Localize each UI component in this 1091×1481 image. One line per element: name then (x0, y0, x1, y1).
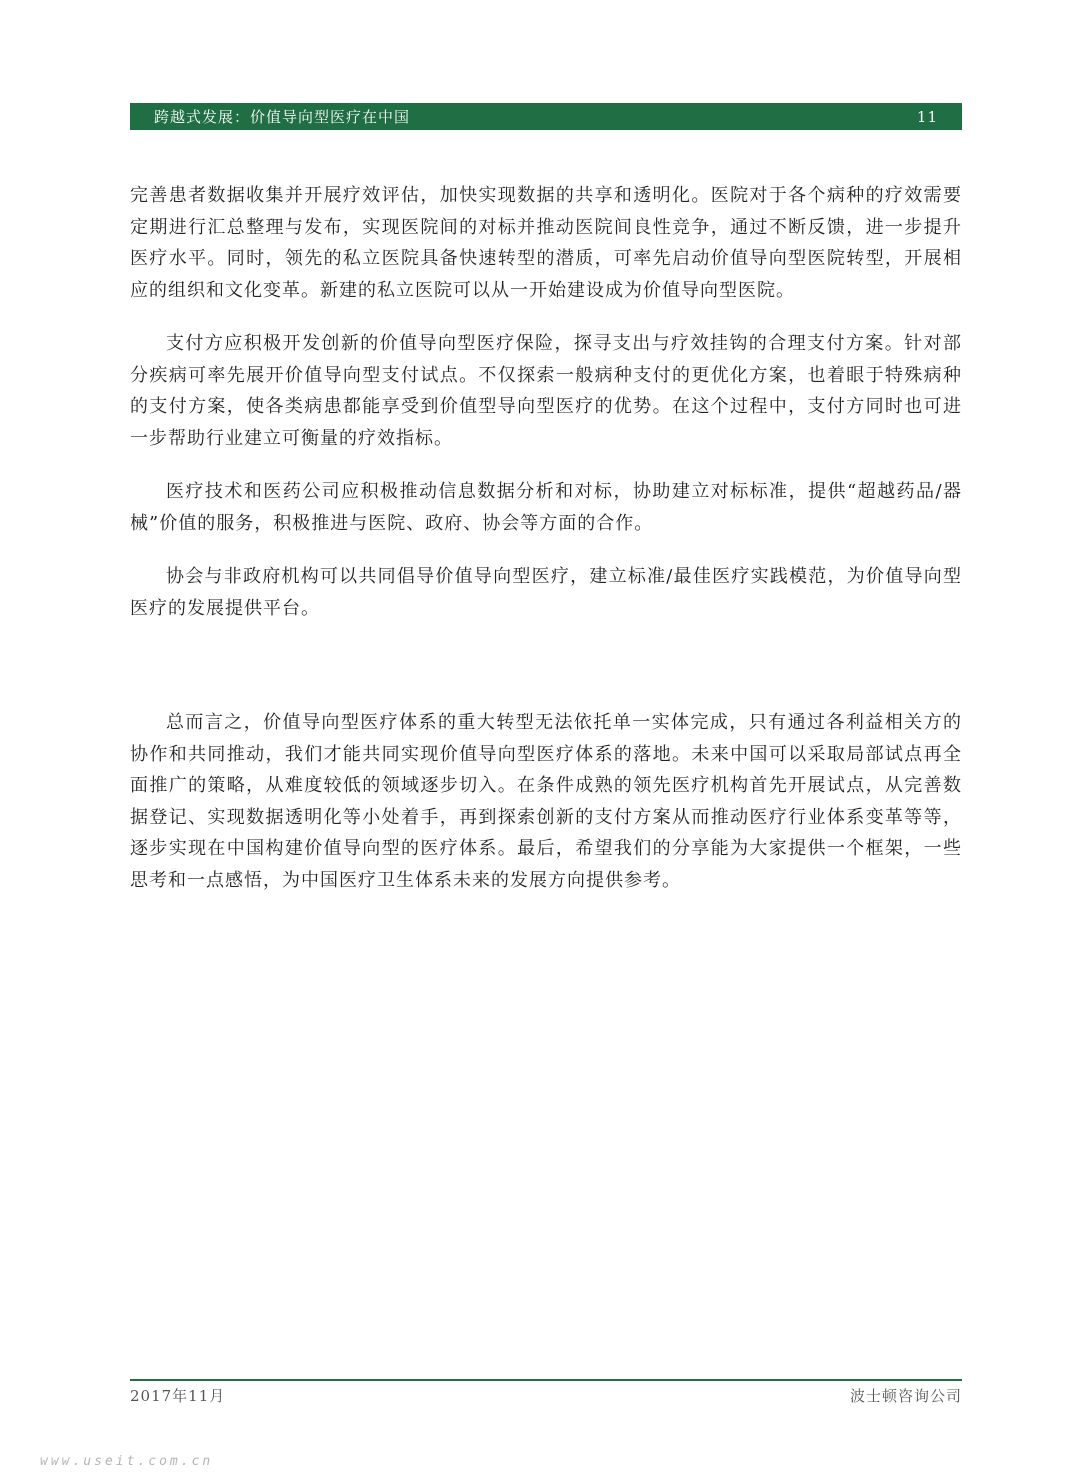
main-content (130, 180, 962, 896)
paragraph-medtech-pharma: 医疗技术和医药公司应积极推动信息数据分析和对标，协助建立对标标准，提供“超越药品/器械”价值的服务，积极推进与医院、政府、协会等方面的合作。 (130, 481, 962, 534)
header-bar (130, 103, 962, 130)
paragraph-conclusion: 总而言之，价值导向型医疗体系的重大转型无法依托单一实体完成，只有通过各利益相关方的协作和共同推动，我们才能共同实现价值导向型医疗体系的落地。未来中国可以采取局部试点再全面推广的策略，从难度较低的领域逐步切入。在条件成熟的领先医疗机构首先开展试点，从完善数据登记、实现数据透明化等小处着手，再到探索创新的支付方案从而推动医疗行业体系变革等等，逐步实现在中国构建价值导向型的医疗体系。最后，希望我们的分享能为大家提供一个框架，一些思考和一点感悟，为中国医疗卫生体系未来的发展方向提供参考。 (130, 712, 962, 891)
page-number: 11 (916, 107, 938, 126)
watermark: www.useit.com.cn (40, 1454, 214, 1469)
header-title: 跨越式发展：价值导向型医疗在中国 (154, 108, 411, 126)
footer (130, 1385, 962, 1406)
footer-company: 波士顿咨询公司 (849, 1387, 962, 1405)
footer-date: 2017年11月 (130, 1387, 226, 1405)
paragraph-associations: 协会与非政府机构可以共同倡导价值导向型医疗，建立标准/最佳医疗实践模范，为价值导向型医疗的发展提供平台。 (130, 566, 962, 619)
footer-divider (130, 1379, 962, 1381)
paragraph-data-sharing: 完善患者数据收集并开展疗效评估，加快实现数据的共享和透明化。医院对于各个病种的疗效需要定期进行汇总整理与发布，实现医院间的对标并推动医院间良性竞争，通过不断反馈，进一步提升医疗水平。同时，领先的私立医院具备快速转型的潜质，可率先启动价值导向型医院转型，开展相应的组织和文化变革。新建的私立医院可以从一开始建设成为价值导向型医院。 (130, 185, 962, 301)
paragraph-payers: 支付方应积极开发创新的价值导向型医疗保险，探寻支出与疗效挂钩的合理支付方案。针对部分疾病可率先展开价值导向型支付试点。不仅探索一般病种支付的更优化方案，也着眼于特殊病种的支付方案，使各类病患都能享受到价值型导向型医疗的优势。在这个过程中，支付方同时也可进一步帮助行业建立可衡量的疗效指标。 (130, 333, 962, 449)
